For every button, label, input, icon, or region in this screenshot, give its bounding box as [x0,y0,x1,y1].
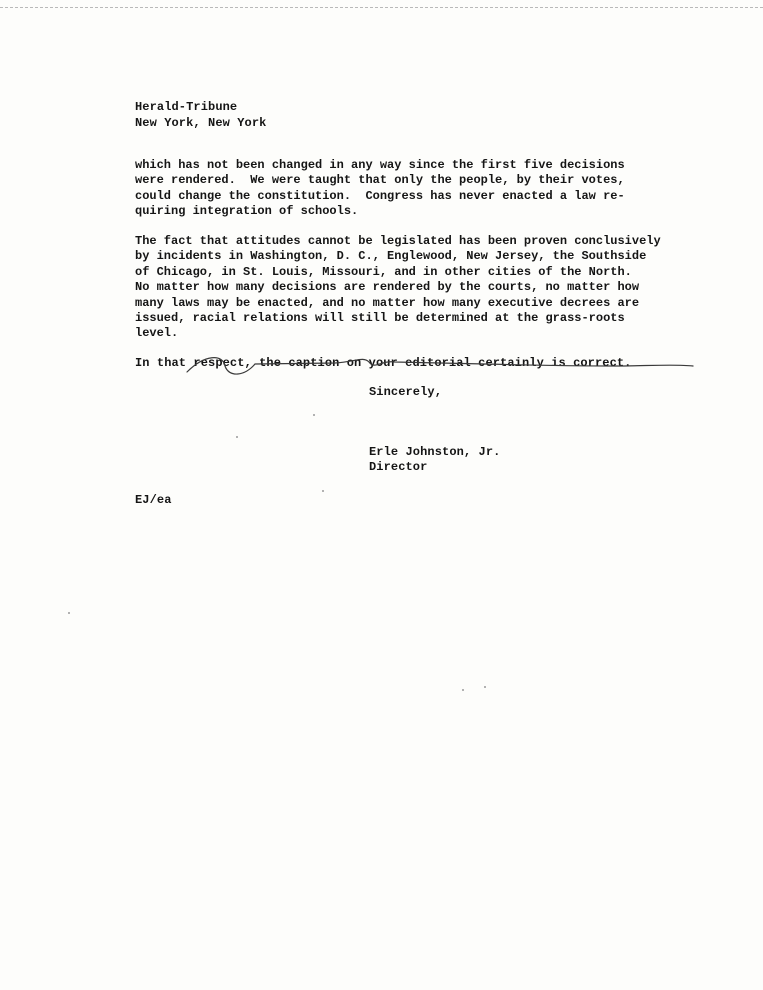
scan-speck [462,689,464,691]
paragraph-line: of Chicago, in St. Louis, Missouri, and in other cities of the North. [135,264,632,279]
recipient-name: Herald-Tribune [135,100,238,114]
pen-scribble-mark [185,350,695,384]
scan-speck [313,414,315,416]
paragraph-line: which has not been changed in any way since the first five decisions [135,158,625,172]
paragraph-line: quiring integration of schools. [135,204,359,219]
paragraph-line: could change the constitution. Congress has never enacted a law re- [135,188,625,203]
scan-speck [484,686,486,688]
scan-speck [322,490,324,492]
paragraph-line: The fact that attitudes cannot be legislated has been proven conclusively [135,234,661,248]
reference-initials: EJ/ea [135,493,172,507]
paragraph-line: by incidents in Washington, D. C., Englewood, New Jersey, the Southside [135,249,647,264]
scan-speck [236,436,238,438]
paragraph-first [135,158,625,220]
paragraph-line: were rendered. We were taught that only the people, by their votes, [135,173,625,188]
paragraph-line: No matter how many decisions are rendered by the courts, no matter how [135,280,640,295]
paragraph-second [135,234,661,342]
paragraph-line: level. [135,326,179,341]
signer-title: Director [369,460,428,474]
closing-sentence: In that respect, the caption on your editorial certainly is correct. [135,356,632,370]
recipient-city: New York, New York [135,116,267,130]
paragraph-line: issued, racial relations will still be determined at the grass-roots [135,311,625,326]
page-top-edge [0,0,763,8]
sign-off: Sincerely, [369,385,443,399]
paragraph-line: many laws may be enacted, and no matter how many executive decrees are [135,295,640,310]
scan-speck [68,612,70,614]
signer-name: Erle Johnston, Jr. [369,445,501,459]
